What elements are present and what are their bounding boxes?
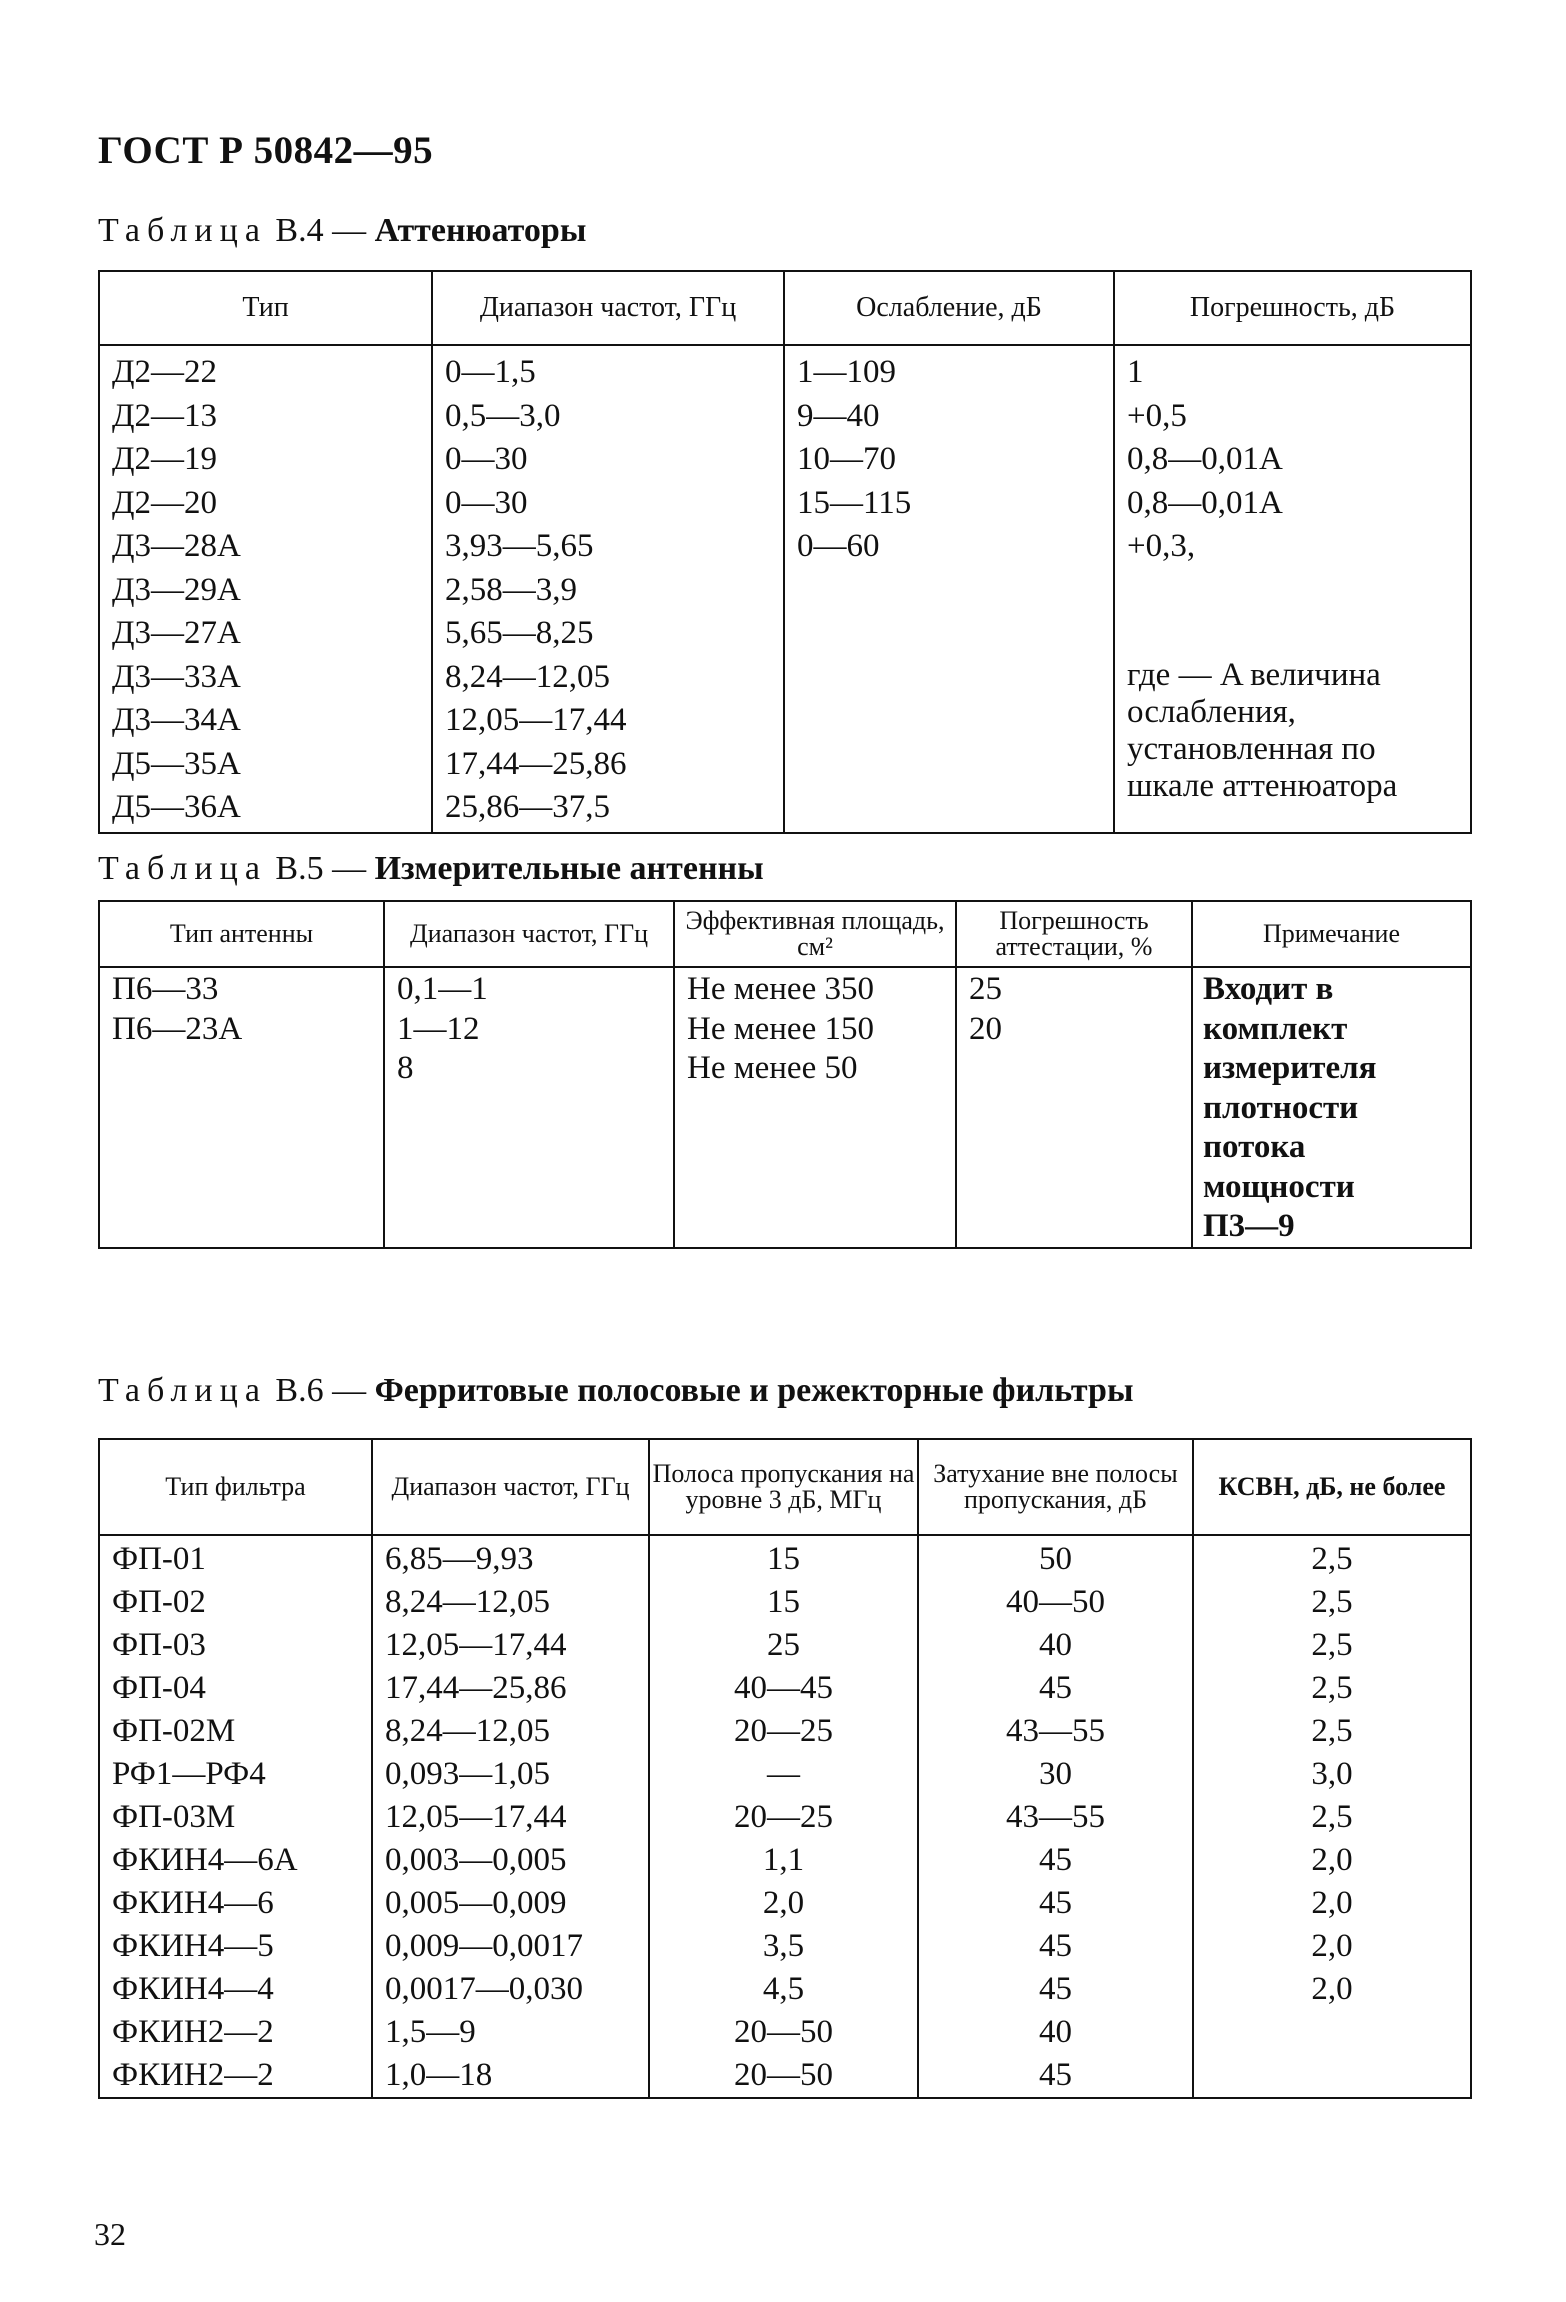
cell-value: 10—70 <box>797 441 896 477</box>
antennas-table <box>98 900 1472 1249</box>
header-filter-type: Тип фильтра <box>99 1439 372 1535</box>
cell-value: 2,0 <box>1311 1928 1353 1964</box>
vswr-column <box>1193 1535 1471 2098</box>
cell-value: 2,5 <box>1311 1799 1353 1835</box>
cell-value: 1—109 <box>797 354 896 390</box>
cell-value: 45 <box>1039 1885 1072 1921</box>
cell-value: 12,05—17,44 <box>385 1627 567 1663</box>
cell-value: плотности <box>1203 1089 1359 1126</box>
header-out-of-band-attenuation: Затухание вне полосы пропускания, дБ <box>918 1439 1193 1535</box>
remark-column <box>1192 967 1471 1248</box>
cell-value: ФП-02 <box>112 1584 206 1620</box>
cell-value: РФ1—РФ4 <box>112 1756 266 1792</box>
cell-value: 12,05—17,44 <box>445 702 627 738</box>
cell-value: +0,5 <box>1127 397 1187 434</box>
cell-value: 8 <box>397 1050 414 1086</box>
cell-value: 50 <box>1039 1541 1072 1577</box>
filter-type-column <box>99 1535 372 2098</box>
antenna-type-column <box>99 967 384 1248</box>
header-attenuation: Ослабление, дБ <box>784 271 1114 345</box>
cell-value: ФП-02М <box>112 1713 236 1749</box>
cell-value: 0,003—0,005 <box>385 1842 567 1878</box>
cell-value: Не менее 350 <box>687 971 874 1007</box>
caption-number: В.5 — <box>275 850 367 887</box>
cell-value: П6—23А <box>112 1010 243 1047</box>
cell-value: 2,5 <box>1311 1541 1353 1577</box>
cell-value: 30 <box>1039 1756 1072 1792</box>
cell-value: 2,5 <box>1311 1627 1353 1663</box>
cell-value: 2,5 <box>1311 1670 1353 1706</box>
caption-number: В.4 — <box>275 212 367 249</box>
cell-value: ФКИН4—6 <box>112 1885 274 1921</box>
cell-value: — <box>767 1756 800 1792</box>
cell-value: Д5—36А <box>112 789 241 825</box>
cell-value: 20—50 <box>734 2057 833 2093</box>
cell-value: П6—33 <box>112 971 219 1007</box>
table-b5-caption <box>98 850 764 888</box>
bandwidth-column <box>649 1535 918 2098</box>
cell-value: 2,0 <box>762 1885 805 1921</box>
table-b4-caption <box>98 212 586 250</box>
out-of-band-attenuation-column <box>918 1535 1193 2098</box>
cell-value: 8,24—12,05 <box>385 1713 550 1749</box>
cell-value: 17,44—25,86 <box>385 1670 567 1706</box>
header-error: Погрешность, дБ <box>1114 271 1471 345</box>
caption-label: Таблица <box>98 212 267 249</box>
cell-value: ФП-03 <box>112 1627 206 1663</box>
cell-value: ФКИН2—2 <box>112 2057 274 2093</box>
cell-value: 0,8—0,01A <box>1127 484 1283 521</box>
cell-value: Д2—19 <box>112 441 218 477</box>
error-note: где — A величина ослабления, установленная по шкале аттенюатора <box>1127 656 1398 804</box>
header-vswr: КСВН, дБ, не более <box>1193 1439 1471 1535</box>
cell-value: 0—30 <box>445 484 528 521</box>
cell-value: Не менее 150 <box>687 1010 874 1047</box>
cell-value: 1,1 <box>762 1842 805 1878</box>
cell-value: 45 <box>1039 1670 1072 1706</box>
cell-value: ФП-01 <box>112 1541 206 1577</box>
cell-value: 43—55 <box>1006 1799 1105 1835</box>
cell-value: 12,05—17,44 <box>385 1799 567 1835</box>
cell-value: 15 <box>767 1541 800 1577</box>
cell-value: Д3—27А <box>112 615 241 651</box>
cell-value: 0—1,5 <box>445 354 536 390</box>
cell-value: 2,5 <box>1311 1584 1353 1620</box>
cell-value: Д2—22 <box>112 354 218 390</box>
document-header: ГОСТ Р 50842—95 <box>98 129 434 172</box>
cell-value: ФП-03М <box>112 1799 236 1835</box>
cell-value: ФКИН4—4 <box>112 1971 274 2007</box>
cell-value: Д3—33А <box>112 658 241 695</box>
cell-value: Не менее 50 <box>687 1050 858 1086</box>
cell-value: +0,3, <box>1127 528 1196 564</box>
cell-value: комплект <box>1203 1010 1348 1047</box>
cell-value: 2,58—3,9 <box>445 571 577 608</box>
cell-value: 25 <box>767 1627 800 1663</box>
cell-value: Д2—13 <box>112 397 218 434</box>
cell-value: 40—45 <box>734 1670 833 1706</box>
header-frequency-range: Диапазон частот, ГГц <box>384 901 674 967</box>
cell-value: 6,85—9,93 <box>385 1541 534 1577</box>
cell-value: 1,5—9 <box>385 2014 476 2050</box>
calibration-error-column <box>956 967 1192 1248</box>
cell-value: 20—50 <box>734 2014 833 2050</box>
cell-value: 2,5 <box>1311 1713 1353 1749</box>
cell-value: 0—60 <box>797 528 880 564</box>
table-header-row <box>99 271 1471 345</box>
page-number: 32 <box>94 2216 126 2252</box>
caption-label: Таблица <box>98 1372 267 1409</box>
cell-value: 25,86—37,5 <box>445 789 610 825</box>
cell-value: 9—40 <box>797 397 880 434</box>
attenuators-table <box>98 270 1472 834</box>
error-column <box>1114 345 1471 833</box>
cell-value: 1—12 <box>397 1010 480 1047</box>
cell-value: 8,24—12,05 <box>385 1584 550 1620</box>
cell-value: потока <box>1203 1129 1306 1165</box>
ferrite-filters-table <box>98 1438 1472 2099</box>
cell-value: 0,0017—0,030 <box>385 1971 583 2007</box>
cell-value: 43—55 <box>1006 1713 1105 1749</box>
cell-value: 1,0—18 <box>385 2057 493 2093</box>
cell-value: 40 <box>1039 1627 1072 1663</box>
header-bandwidth: Полоса пропускания на уровне 3 дБ, МГц <box>649 1439 918 1535</box>
caption-title: Измерительные антенны <box>374 850 764 887</box>
cell-value: 3,5 <box>762 1928 805 1964</box>
cell-value: 5,65—8,25 <box>445 615 594 651</box>
effective-area-column <box>674 967 956 1248</box>
table-body-row <box>99 967 1471 1248</box>
cell-value: 4,5 <box>762 1971 805 2007</box>
attenuation-column <box>784 345 1114 833</box>
cell-value: 40—50 <box>1006 1584 1105 1620</box>
cell-value: 0,009—0,0017 <box>385 1928 583 1964</box>
cell-value: 20 <box>969 1010 1002 1047</box>
cell-value: Д5—35А <box>112 745 241 782</box>
cell-value: 2,0 <box>1311 1885 1353 1921</box>
cell-value: ФП-04 <box>112 1670 206 1706</box>
type-column <box>99 345 432 833</box>
cell-value: Д3—28А <box>112 528 241 564</box>
cell-value: 0,005—0,009 <box>385 1885 567 1921</box>
header-frequency-range: Диапазон частот, ГГц <box>432 271 784 345</box>
table-b6-caption <box>98 1372 1133 1410</box>
header-antenna-type: Тип антенны <box>99 901 384 967</box>
cell-value: 0,1—1 <box>397 971 488 1007</box>
cell-value: 40 <box>1039 2014 1072 2050</box>
cell-value: 3,0 <box>1311 1756 1353 1792</box>
header-calibration-error: Погрешность аттестации, % <box>956 901 1192 967</box>
cell-value: Входит в <box>1203 971 1334 1007</box>
caption-label: Таблица <box>98 850 267 887</box>
table-header-row <box>99 901 1471 967</box>
cell-value: 20—25 <box>734 1713 833 1749</box>
cell-value: измерителя <box>1203 1050 1377 1086</box>
cell-value: Д2—20 <box>112 484 218 521</box>
caption-number: В.6 — <box>275 1372 367 1409</box>
cell-value: 1 <box>1127 354 1144 390</box>
cell-value: 45 <box>1039 1928 1072 1964</box>
cell-value: 0—30 <box>445 441 528 477</box>
frequency-range-column <box>432 345 784 833</box>
cell-value: Д3—29А <box>112 571 241 608</box>
cell-value: 25 <box>969 971 1002 1007</box>
cell-value: 2,0 <box>1311 1842 1353 1878</box>
table-body-row <box>99 345 1471 833</box>
cell-value: 3,93—5,65 <box>445 528 594 564</box>
cell-value: 45 <box>1039 1971 1072 2007</box>
cell-value: 2,0 <box>1311 1971 1353 2007</box>
header-effective-area: Эффективная площадь, см² <box>674 901 956 967</box>
cell-value: 45 <box>1039 1842 1072 1878</box>
cell-value: 0,093—1,05 <box>385 1756 550 1792</box>
cell-value: ФКИН4—6А <box>112 1842 298 1878</box>
cell-value: ФКИН2—2 <box>112 2014 274 2050</box>
cell-value: 45 <box>1039 2057 1072 2093</box>
cell-value: 0,8—0,01A <box>1127 441 1283 477</box>
cell-value: Д3—34А <box>112 702 241 738</box>
cell-value: 20—25 <box>734 1799 833 1835</box>
header-frequency-range: Диапазон частот, ГГц <box>372 1439 649 1535</box>
cell-value: ФКИН4—5 <box>112 1928 274 1964</box>
error-values <box>1127 351 1470 569</box>
header-remark: Примечание <box>1192 901 1471 967</box>
caption-title: Ферритовые полосовые и режекторные фильтры <box>374 1372 1134 1409</box>
cell-value: 0,5—3,0 <box>445 397 561 434</box>
cell-value: 8,24—12,05 <box>445 658 610 695</box>
cell-value: мощности <box>1203 1168 1355 1205</box>
caption-title: Аттенюаторы <box>374 212 587 249</box>
cell-value: П3—9 <box>1203 1208 1295 1244</box>
header-type: Тип <box>99 271 432 345</box>
frequency-range-column <box>372 1535 649 2098</box>
table-header-row <box>99 1439 1471 1535</box>
frequency-range-column <box>384 967 674 1248</box>
table-body-row <box>99 1535 1471 2098</box>
cell-value: 15 <box>767 1584 800 1620</box>
cell-value: 17,44—25,86 <box>445 745 627 782</box>
cell-value: 15—115 <box>797 484 912 521</box>
